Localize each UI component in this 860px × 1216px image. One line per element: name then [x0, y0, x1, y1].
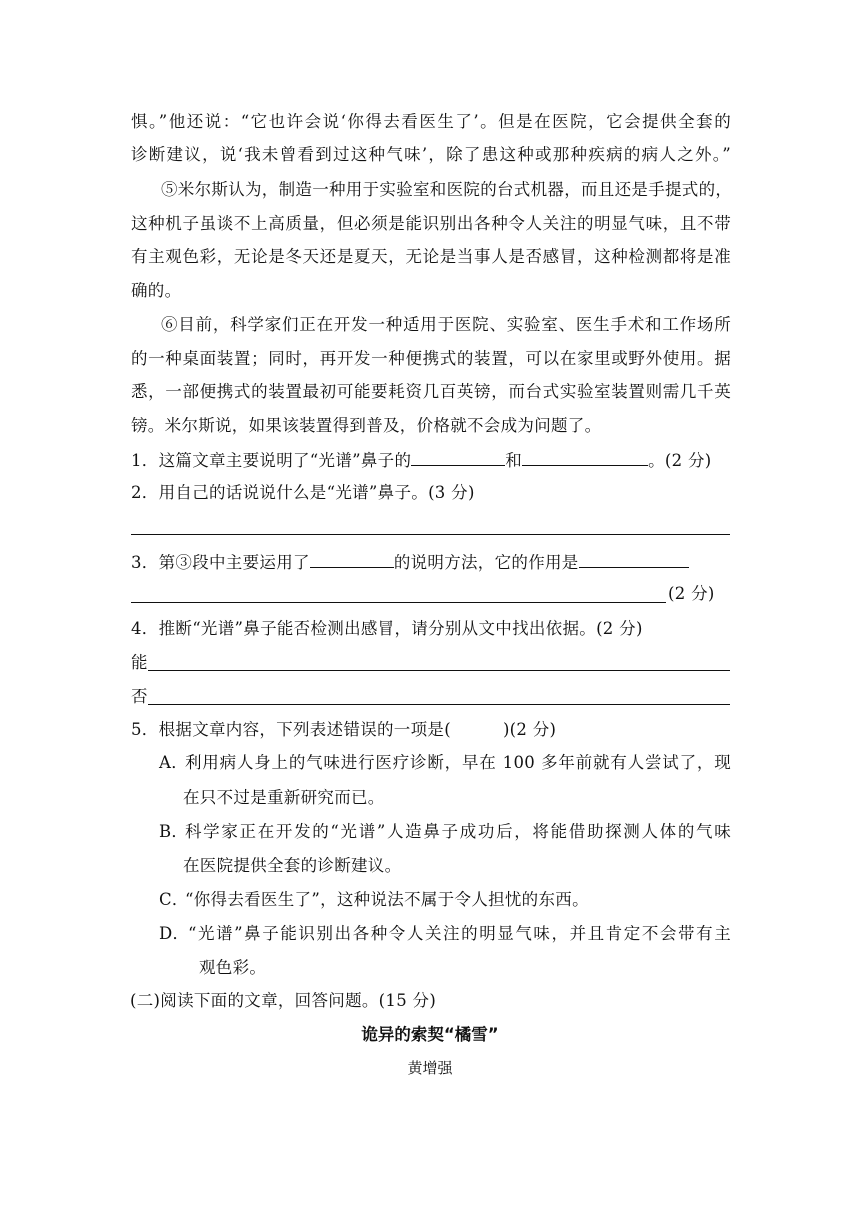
- option-letter: C．: [159, 890, 189, 909]
- paragraph-line: 有主观色彩，无论是冬天还是夏天，无论是当事人是否感冒，这种检测都将是准: [131, 247, 731, 266]
- paragraph-line: 悉，一部便携式的装置最初可能要耗资几百英镑，而台式实验室装置则需几千英: [131, 382, 731, 401]
- question-3-prefix: 3．第③段中主要运用了: [131, 553, 310, 572]
- option-letter: B．: [159, 822, 189, 841]
- article-author: 黄增强: [407, 1059, 453, 1077]
- answer-line[interactable]: [131, 534, 730, 535]
- question-1-suffix: 。(2 分): [648, 451, 712, 470]
- option-text[interactable]: 利用病人身上的气味进行医疗诊断，早在 100 多年前就有人尝试了，现: [185, 753, 731, 772]
- option-text[interactable]: “你得去看医生了”，这种说法不属于令人担忧的东西。: [185, 890, 589, 909]
- answer-line[interactable]: [131, 602, 666, 603]
- option-text[interactable]: 在医院提供全套的诊断建议。: [183, 856, 402, 875]
- answer-blank[interactable]: [411, 449, 505, 466]
- option-letter: D．: [159, 924, 190, 943]
- answer-blank[interactable]: [579, 551, 689, 568]
- question-3: [131, 551, 731, 573]
- paragraph-line: ⑥目前，科学家们正在开发一种适用于医院、实验室、医生手术和工作场所: [161, 315, 731, 334]
- question-5-stem-text: 5．根据文章内容，下列表述错误的一项是(: [131, 720, 451, 739]
- question-3-mid: 的说明方法，它的作用是: [393, 553, 579, 572]
- answer-blank[interactable]: [310, 551, 394, 568]
- question-1-mid: 和: [505, 451, 523, 470]
- question-1-prefix: 1．这篇文章主要说明了“光谱”鼻子的: [131, 451, 412, 470]
- paragraph-line: 确的。: [131, 281, 182, 300]
- section-heading: (二)阅读下面的文章，回答问题。(15 分): [130, 991, 437, 1010]
- paragraph-line: 镑。米尔斯说，如果该装置得到普及，价格就不会成为问题了。: [131, 416, 602, 435]
- option-text[interactable]: 观色彩。: [199, 958, 267, 977]
- option-letter: A．: [159, 753, 189, 772]
- option-text[interactable]: 科学家正在开发的“光谱”人造鼻子成功后，将能借助探测人体的气味: [185, 822, 731, 841]
- question-3-score: (2 分): [668, 584, 715, 603]
- question-5-score: )(2 分): [502, 720, 557, 739]
- article-title: 诡异的索契“橘雪”: [361, 1025, 499, 1044]
- paragraph-line: 的一种桌面装置；同时，再开发一种便携式的装置，可以在家里或野外使用。据: [131, 349, 731, 368]
- answer-label-yes: 能: [131, 653, 148, 672]
- paragraph-line: 这种机子虽谈不上高质量，但必须是能识别出各种令人关注的明显气味，且不带: [131, 214, 731, 233]
- option-text[interactable]: “光谱”鼻子能识别出各种令人关注的明显气味，并且肯定不会带有主: [188, 924, 731, 943]
- question-5-stem: [131, 720, 731, 740]
- paragraph-line: ⑤米尔斯认为，制造一种用于实验室和医院的台式机器，而且还是手提式的，: [161, 180, 733, 199]
- answer-label-no: 否: [131, 687, 148, 706]
- paragraph-line: 惧。”他还说：“它也许会说‘你得去看医生了’。但是在医院，它会提供全套的: [131, 112, 731, 131]
- question-2: 2．用自己的话说说什么是“光谱”鼻子。(3 分): [131, 483, 475, 502]
- question-4: 4．推断“光谱”鼻子能否检测出感冒，请分别从文中找出依据。(2 分): [131, 619, 643, 638]
- answer-blank[interactable]: [522, 449, 648, 466]
- option-text[interactable]: 在只不过是重新研究而已。: [183, 788, 385, 807]
- answer-line-yes[interactable]: [148, 670, 730, 671]
- answer-line-no[interactable]: [148, 704, 730, 705]
- question-1: [131, 449, 731, 471]
- paragraph-line: 诊断建议，说‘我未曾看到过这种气味’，除了患这种或那种疾病的病人之外。”: [131, 145, 731, 164]
